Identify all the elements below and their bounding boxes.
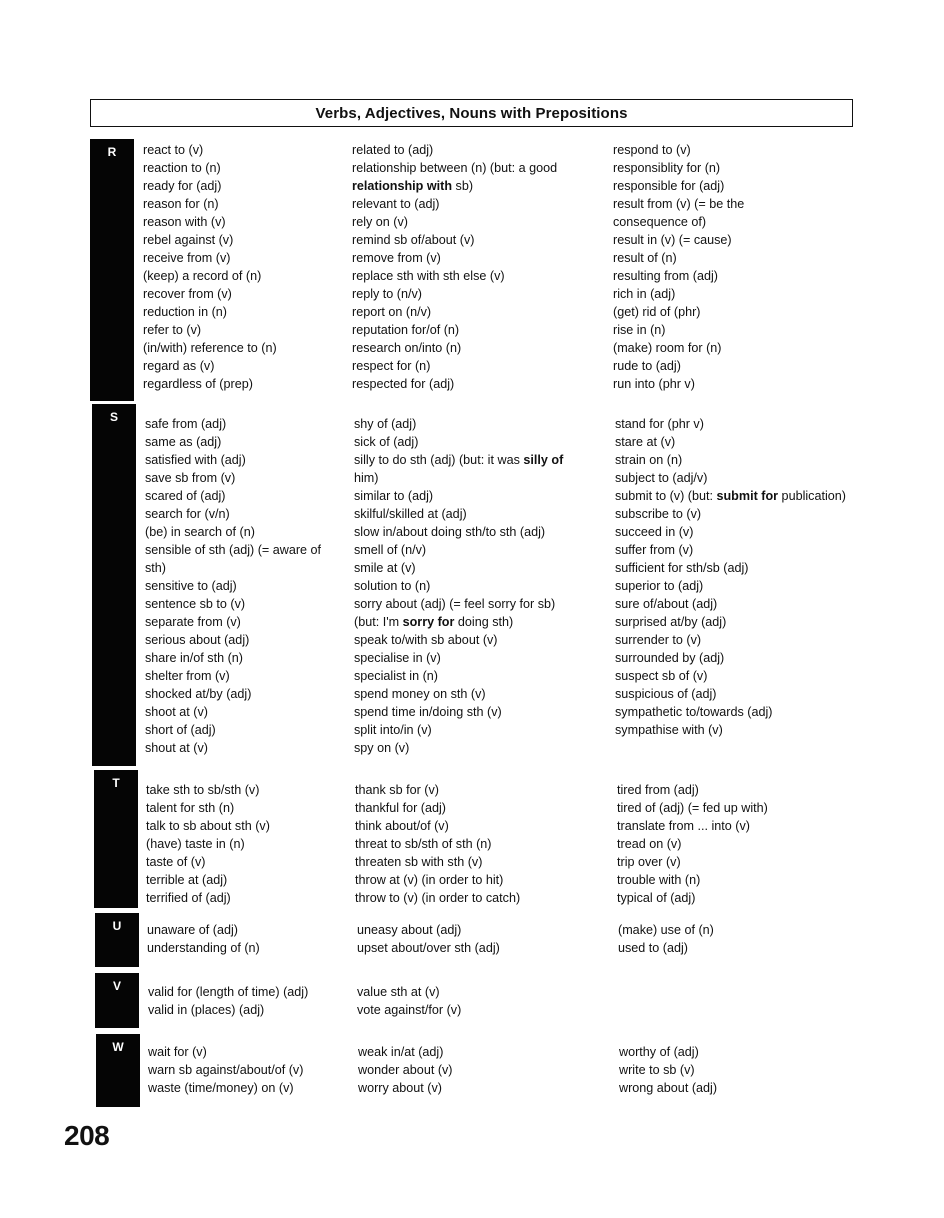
entry: relationship between (n) (but: a good <box>352 161 558 175</box>
entry: rely on (v) <box>352 215 408 229</box>
entry: respect for (n) <box>352 359 431 373</box>
entry: shy of (adj) <box>354 417 417 431</box>
entry: replace sth with sth else (v) <box>352 269 505 283</box>
section-u-column-1 <box>147 921 260 957</box>
entry: respond to (v) <box>613 143 691 157</box>
entry: sick of (adj) <box>354 435 419 449</box>
section-v-column-1 <box>148 983 308 1019</box>
entry: (get) rid of (phr) <box>613 305 701 319</box>
entry: weak in/at (adj) <box>358 1045 444 1059</box>
section-letter-u: U <box>95 913 139 967</box>
entry: unaware of (adj) <box>147 923 239 937</box>
entry: worthy of (adj) <box>619 1045 699 1059</box>
entry: think about/of (v) <box>355 819 449 833</box>
section-r-column-1 <box>143 141 277 393</box>
entry: tired of (adj) (= fed up with) <box>617 801 768 815</box>
section-letter-s: S <box>92 404 136 766</box>
entry: surrender to (v) <box>615 633 702 647</box>
entry: shocked at/by (adj) <box>145 687 252 701</box>
entry: result in (v) (= cause) <box>613 233 732 247</box>
entry: sure of/about (adj) <box>615 597 718 611</box>
section-t-column-2 <box>355 781 520 907</box>
entry: resulting from (adj) <box>613 269 718 283</box>
entry: rude to (adj) <box>613 359 681 373</box>
entry: terrified of (adj) <box>146 891 231 905</box>
entry: suspicious of (adj) <box>615 687 717 701</box>
entry: strain on (n) <box>615 453 683 467</box>
section-letter-t: T <box>94 770 138 908</box>
entry: consequence of) <box>613 215 707 229</box>
entry: responsible for (adj) <box>613 179 725 193</box>
entry: similar to (adj) <box>354 489 434 503</box>
entry: (make) room for (n) <box>613 341 722 355</box>
entry: succeed in (v) <box>615 525 694 539</box>
entry: vote against/for (v) <box>357 1003 462 1017</box>
entry: reason for (n) <box>143 197 219 211</box>
entry: refer to (v) <box>143 323 202 337</box>
entry: subscribe to (v) <box>615 507 702 521</box>
entry: spend time in/doing sth (v) <box>354 705 502 719</box>
entry: ready for (adj) <box>143 179 222 193</box>
section-s-column-3 <box>615 415 846 739</box>
entry: smile at (v) <box>354 561 416 575</box>
entry: sensitive to (adj) <box>145 579 237 593</box>
entry: wait for (v) <box>148 1045 207 1059</box>
entry: submit to (v) (but: submit for publication) <box>615 489 846 503</box>
section-u-column-2 <box>357 921 500 957</box>
entry: trouble with (n) <box>617 873 701 887</box>
entry: separate from (v) <box>145 615 241 629</box>
entry: same as (adj) <box>145 435 222 449</box>
entry: suffer from (v) <box>615 543 694 557</box>
entry: talent for sth (n) <box>146 801 235 815</box>
entry: relationship with sb) <box>352 179 474 193</box>
entry: (but: I'm sorry for doing sth) <box>354 615 514 629</box>
entry: reduction in (n) <box>143 305 227 319</box>
entry: value sth at (v) <box>357 985 440 999</box>
entry: thankful for (adj) <box>355 801 446 815</box>
entry: solution to (n) <box>354 579 431 593</box>
entry: taste of (v) <box>146 855 206 869</box>
entry: receive from (v) <box>143 251 231 265</box>
entry: share in/of sth (n) <box>145 651 243 665</box>
entry: (make) use of (n) <box>618 923 714 937</box>
section-letter-v: V <box>95 973 139 1028</box>
entry: slow in/about doing sth/to sth (adj) <box>354 525 546 539</box>
section-t-column-1 <box>146 781 270 907</box>
entry: skilful/skilled at (adj) <box>354 507 467 521</box>
entry: wonder about (v) <box>358 1063 453 1077</box>
entry: result from (v) (= be the <box>613 197 745 211</box>
section-r-column-3 <box>613 141 744 393</box>
entry: short of (adj) <box>145 723 216 737</box>
entry: related to (adj) <box>352 143 434 157</box>
entry: rich in (adj) <box>613 287 676 301</box>
entry: research on/into (n) <box>352 341 462 355</box>
entry: sympathetic to/towards (adj) <box>615 705 773 719</box>
entry: surrounded by (adj) <box>615 651 725 665</box>
entry: responsiblity for (n) <box>613 161 721 175</box>
entry: threaten sb with sth (v) <box>355 855 483 869</box>
entry: spend money on sth (v) <box>354 687 486 701</box>
entry: run into (phr v) <box>613 377 695 391</box>
entry: sympathise with (v) <box>615 723 723 737</box>
section-w-column-2 <box>358 1043 453 1097</box>
entry: worry about (v) <box>358 1081 442 1095</box>
page-number: 208 <box>64 1120 110 1151</box>
entry: (in/with) reference to (n) <box>143 341 277 355</box>
entry: scared of (adj) <box>145 489 226 503</box>
section-v-column-2 <box>357 983 461 1019</box>
entry: spy on (v) <box>354 741 410 755</box>
entry: upset about/over sth (adj) <box>357 941 500 955</box>
section-letter-r: R <box>90 139 134 401</box>
entry: search for (v/n) <box>145 507 230 521</box>
entry: tired from (adj) <box>617 783 699 797</box>
entry: wrong about (adj) <box>619 1081 718 1095</box>
entry: understanding of (n) <box>147 941 260 955</box>
entry: typical of (adj) <box>617 891 696 905</box>
entry: waste (time/money) on (v) <box>148 1081 294 1095</box>
entry: silly to do sth (adj) (but: it was silly of <box>354 453 564 467</box>
section-t-column-3 <box>617 781 768 907</box>
entry: used to (adj) <box>618 941 689 955</box>
entry: serious about (adj) <box>145 633 250 647</box>
entry: relevant to (adj) <box>352 197 440 211</box>
entry: speak to/with sb about (v) <box>354 633 498 647</box>
entry: (have) taste in (n) <box>146 837 245 851</box>
entry: throw to (v) (in order to catch) <box>355 891 521 905</box>
entry: shoot at (v) <box>145 705 208 719</box>
entry: reply to (n/v) <box>352 287 422 301</box>
entry: satisfied with (adj) <box>145 453 246 467</box>
entry: sorry about (adj) (= feel sorry for sb) <box>354 597 556 611</box>
section-r-column-2 <box>352 141 557 393</box>
entry: split into/in (v) <box>354 723 432 737</box>
entry: respected for (adj) <box>352 377 455 391</box>
entry: specialise in (v) <box>354 651 441 665</box>
entry: throw at (v) (in order to hit) <box>355 873 504 887</box>
entry: uneasy about (adj) <box>357 923 462 937</box>
entry: translate from ... into (v) <box>617 819 750 833</box>
entry: warn sb against/about/of (v) <box>148 1063 304 1077</box>
entry: shout at (v) <box>145 741 208 755</box>
entry: reputation for/of (n) <box>352 323 460 337</box>
section-s-column-1 <box>145 415 321 757</box>
entry: regardless of (prep) <box>143 377 253 391</box>
entry: threat to sb/sth of sth (n) <box>355 837 492 851</box>
entry: sensible of sth (adj) (= aware of <box>145 543 322 557</box>
entry: remove from (v) <box>352 251 441 265</box>
entry: trip over (v) <box>617 855 681 869</box>
section-letter-w: W <box>96 1034 140 1107</box>
entry: sth) <box>145 561 166 575</box>
entry: regard as (v) <box>143 359 215 373</box>
entry: recover from (v) <box>143 287 232 301</box>
entry: result of (n) <box>613 251 677 265</box>
entry: reason with (v) <box>143 215 226 229</box>
entry: remind sb of/about (v) <box>352 233 475 247</box>
entry: specialist in (n) <box>354 669 438 683</box>
entry: suspect sb of (v) <box>615 669 708 683</box>
entry: terrible at (adj) <box>146 873 228 887</box>
entry: stare at (v) <box>615 435 676 449</box>
entry: react to (v) <box>143 143 204 157</box>
entry: rise in (n) <box>613 323 666 337</box>
entry: superior to (adj) <box>615 579 704 593</box>
entry: rebel against (v) <box>143 233 234 247</box>
page-title: Verbs, Adjectives, Nouns with Prepositions <box>90 99 853 127</box>
section-s-column-2 <box>354 415 563 757</box>
entry: subject to (adj/v) <box>615 471 708 485</box>
section-w-column-3 <box>619 1043 717 1097</box>
entry: him) <box>354 471 379 485</box>
entry: write to sb (v) <box>619 1063 695 1077</box>
entry: report on (n/v) <box>352 305 432 319</box>
entry: valid in (places) (adj) <box>148 1003 265 1017</box>
entry: smell of (n/v) <box>354 543 427 557</box>
section-w-column-1 <box>148 1043 303 1097</box>
entry: (be) in search of (n) <box>145 525 255 539</box>
entry: valid for (length of time) (adj) <box>148 985 309 999</box>
entry: sufficient for sth/sb (adj) <box>615 561 749 575</box>
entry: (keep) a record of (n) <box>143 269 262 283</box>
entry: shelter from (v) <box>145 669 230 683</box>
entry: take sth to sb/sth (v) <box>146 783 260 797</box>
entry: tread on (v) <box>617 837 682 851</box>
entry: save sb from (v) <box>145 471 236 485</box>
entry: reaction to (n) <box>143 161 221 175</box>
entry: thank sb for (v) <box>355 783 439 797</box>
entry: sentence sb to (v) <box>145 597 246 611</box>
entry: talk to sb about sth (v) <box>146 819 270 833</box>
section-u-column-3 <box>618 921 714 957</box>
entry: surprised at/by (adj) <box>615 615 727 629</box>
entry: stand for (phr v) <box>615 417 704 431</box>
entry: safe from (adj) <box>145 417 227 431</box>
